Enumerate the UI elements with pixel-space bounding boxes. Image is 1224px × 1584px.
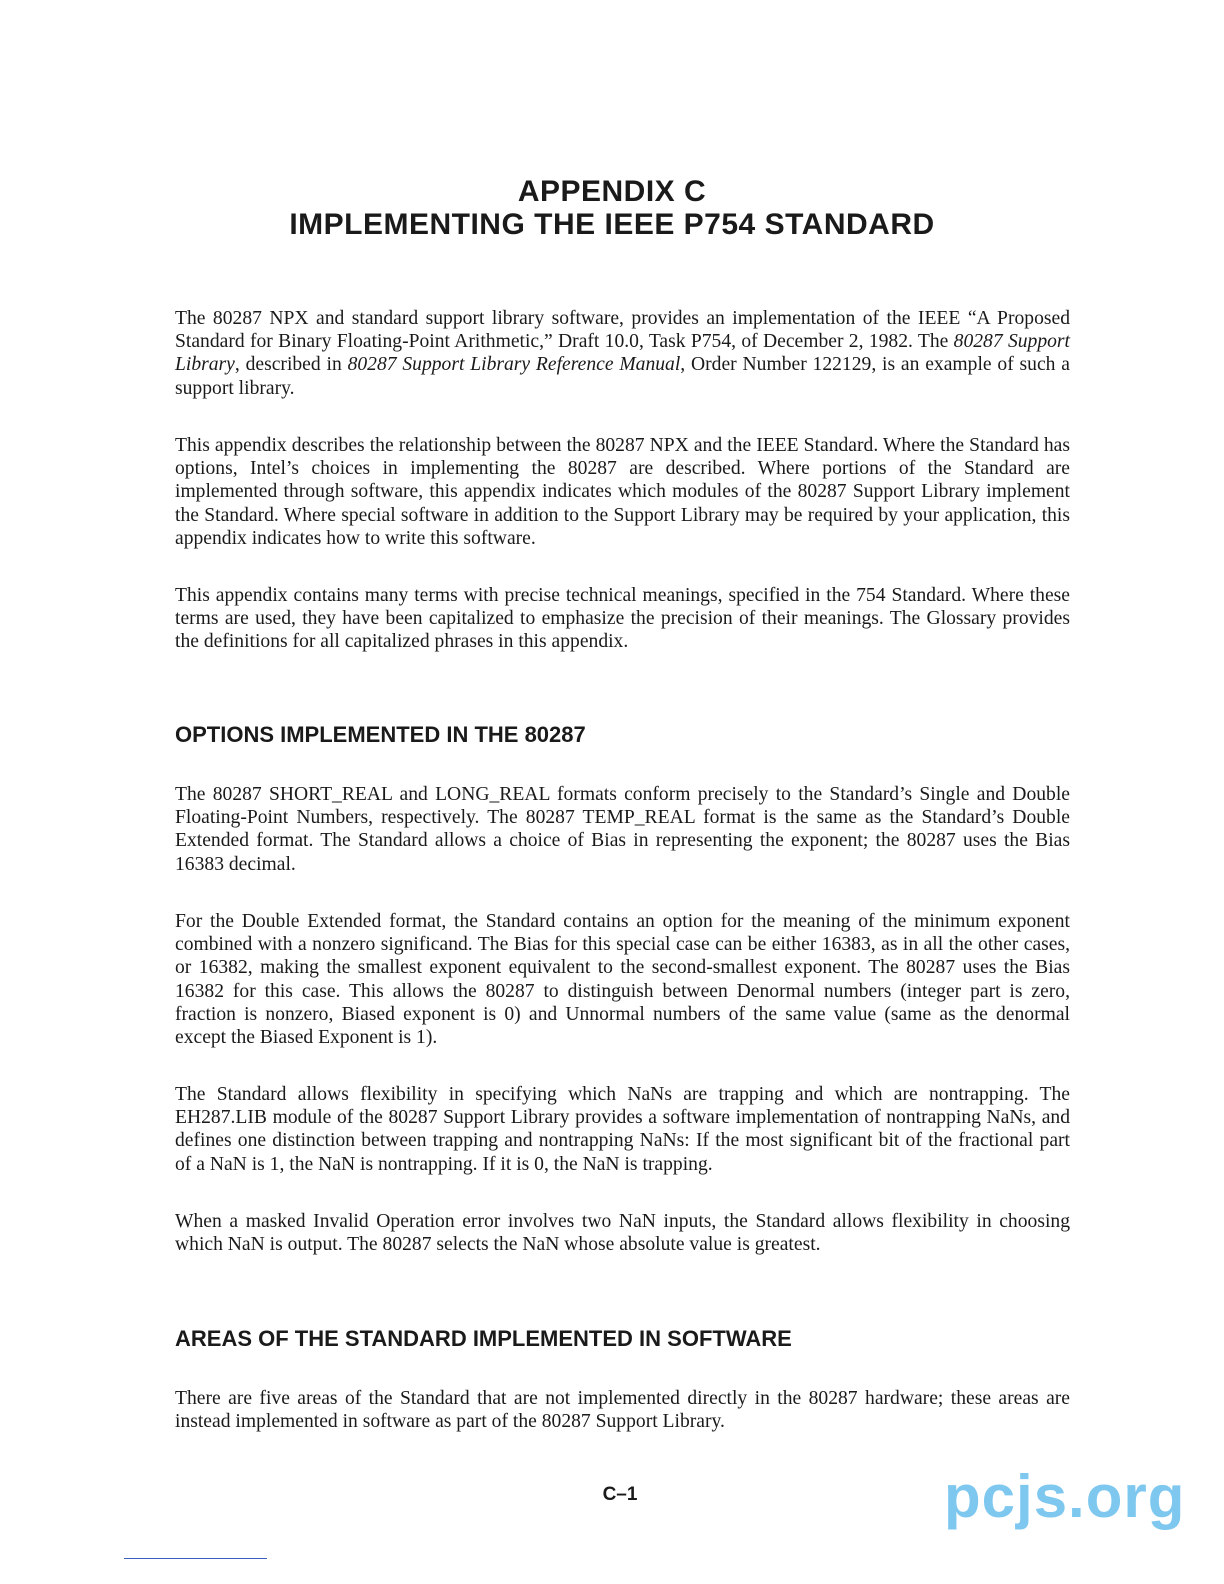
intro-p1-text-a: The 80287 NPX and standard support library software, provides an implementation of the IEEE “A Proposed Standard for Binary Floating-Point Arithmetic,” Draft 10.0, Task P754, of December 2, 1982. The (175, 308, 1070, 353)
options-paragraph-2: For the Double Extended format, the Standard contains an option for the meaning of the minimum exponent combined with a nonzero significand. The Bias for this special case can be either 16383, as in all the other cases, or 16382, making the smallest exponent equivalent to the second-smallest exponent. The 80287 uses the Bias 16382 for this case. This allows the 80287 to distinguish between Denormal numbers (integer part is zero, fraction is nonzero, Biased exponent is 0) and Unnormal numbers of the same value (same as the denormal except the Biased Exponent is 1). (175, 911, 1070, 1049)
reference-manual-title: 80287 Support Library Reference Manual (347, 354, 681, 376)
options-paragraph-3: The Standard allows flexibility in specifying which NaNs are trapping and which are nontrapping. The EH287.LIB module of the 80287 Support Library provides a software implementation of nontrapping NaNs, and defines one distinction between trapping and nontrapping NaNs: If the most significant bit of the fractional part of a NaN is 1, the NaN is nontrapping. If it is 0, the NaN is trapping. (175, 1084, 1070, 1175)
page-number: C–1 (602, 1484, 638, 1505)
intro-paragraph-2: This appendix describes the relationship between the 80287 NPX and the IEEE Standard. Where the Standard has options, Intel’s choices in implementing the 80287 are described. Where portions of the Standard are implemented through software, this appendix indicates which modules of the 80287 Support Library implement the Standard. Where special software in addition to the Support Library may be required by your application, this appendix indicates how to write this software. (175, 435, 1070, 549)
options-paragraph-4: When a masked Invalid Operation error involves two NaN inputs, the Standard allows flexibility in choosing which NaN is output. The 80287 selects the NaN whose absolute value is greatest. (175, 1211, 1070, 1256)
intro-p1-text-c: , Order Number 122129, is an example of such a support library. (175, 354, 1070, 399)
section-heading-software: AREAS OF THE STANDARD IMPLEMENTED IN SOFTWARE (175, 1326, 792, 1351)
intro-paragraph-1 (175, 307, 1070, 400)
footer-rule (124, 1558, 267, 1559)
support-library-title: 80287 Support Library (175, 331, 1070, 376)
appendix-subtitle: IMPLEMENTING THE IEEE P754 STANDARD (289, 208, 935, 241)
site-watermark: pcjs.org (944, 1463, 1186, 1530)
options-paragraph-1: The 80287 SHORT_REAL and LONG_REAL formats conform precisely to the Standard’s Single and Double Floating-Point Numbers, respectively. The 80287 TEMP_REAL format is the same as the Standard’s Double Extended format. The Standard allows a choice of Bias in representing the exponent; the 80287 uses the Bias 16383 decimal. (175, 784, 1070, 875)
section-heading-options: OPTIONS IMPLEMENTED IN THE 80287 (175, 722, 586, 747)
intro-p1-text-b: , described in (234, 354, 348, 376)
software-paragraph-1: There are five areas of the Standard that are not implemented directly in the 80287 hardware; these areas are instead implemented in software as part of the 80287 Support Library. (175, 1388, 1070, 1433)
appendix-title: APPENDIX C (517, 175, 707, 208)
intro-paragraph-3: This appendix contains many terms with precise technical meanings, specified in the 754 Standard. Where these terms are used, they have been capitalized to emphasize the precision of their meanings. The Glossary provides the definitions for all capitalized phrases in this appendix. (175, 585, 1070, 653)
